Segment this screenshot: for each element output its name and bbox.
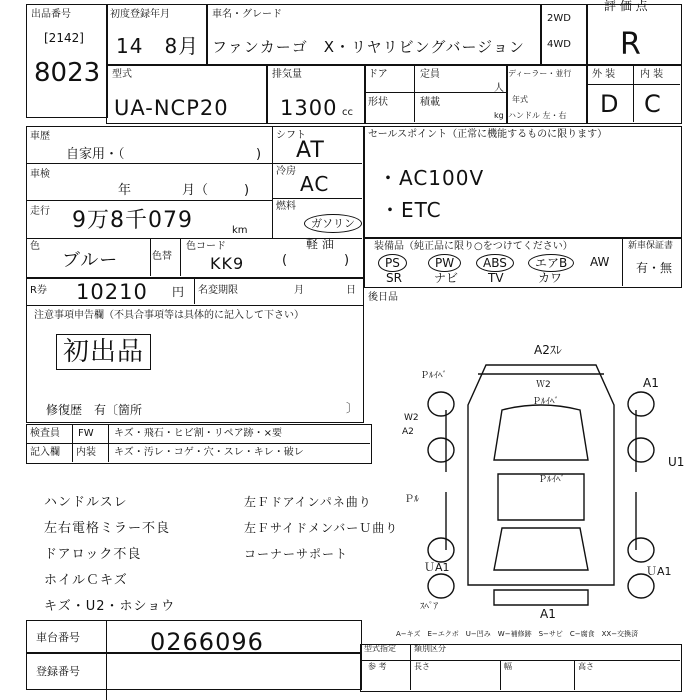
ac-value: AC	[300, 172, 330, 196]
interior-label: 内装	[76, 447, 96, 458]
note-left-1: ハンドルスレ	[44, 495, 128, 510]
fuel-light-oil: 軽 油	[306, 237, 334, 251]
reference-label: 参 考	[368, 662, 387, 671]
year-model-label: 年式	[512, 95, 528, 104]
eval-score: R	[620, 27, 642, 62]
color-code-value: KK9	[210, 254, 245, 273]
lot-number: 8023	[34, 58, 101, 88]
sales-point-2: ・ETC	[380, 198, 442, 222]
fuel-gasoline: ガソリン	[304, 214, 362, 233]
yen-unit: 円	[172, 285, 185, 299]
drive-2wd: 2WD	[547, 13, 571, 24]
displacement-label: 排気量	[272, 69, 302, 80]
lot-bracket: [2142]	[44, 31, 84, 45]
first-reg-value: 14 8月	[116, 34, 200, 58]
new-car-value: 有・無	[636, 261, 673, 275]
chassis-value: 0266096	[150, 628, 264, 656]
inspection-year-label: 年	[118, 183, 132, 198]
note-left-2: 左右電格ミラー不良	[44, 521, 171, 536]
month-unit: 月	[294, 285, 304, 296]
diagram-mark-5: A1	[643, 376, 659, 390]
fw-label: FW	[78, 428, 94, 439]
kg-unit: kg	[494, 111, 504, 120]
usage-value: 自家用・（	[66, 147, 125, 162]
diagram-mark-6: W2	[404, 413, 419, 423]
first-reg-label: 初度登録年月	[110, 9, 170, 20]
recycle-value: 10210	[76, 280, 148, 304]
category-label: 類別区分	[414, 644, 446, 653]
chassis-label: 車台番号	[36, 631, 80, 644]
diagram-mark-3: Ｗ2	[536, 380, 551, 390]
equip-aw: AW	[590, 255, 610, 269]
load-label: 積載	[420, 97, 440, 108]
size-box	[360, 644, 682, 692]
registration-label: 登録番号	[36, 665, 80, 678]
diagram-mark-9: U1	[668, 455, 685, 469]
height-label: 高さ	[578, 662, 594, 671]
car-name-label: 車名・グレード	[212, 9, 282, 20]
after-date-label: 後日品	[368, 292, 398, 303]
ext-grade: D	[600, 90, 620, 118]
door-label: ドア	[368, 69, 388, 80]
fuel-paren-close: )	[344, 253, 350, 268]
note-left-3: ドアロック不良	[44, 547, 142, 562]
diagram-mark-13: ｽﾍﾟｱ	[420, 602, 439, 612]
length-label: 長さ	[414, 662, 430, 671]
car-name-value: ファンカーゴ X・リヤリビングバージョン	[212, 38, 525, 56]
mileage-label: 走行	[30, 206, 50, 217]
note-right-2: 左ＦサイドメンバーＵ曲り	[244, 521, 399, 535]
diagram-mark-12: ＵA1	[646, 565, 672, 578]
repair-label: 修復歴 有〔箇所	[46, 403, 143, 417]
inspector-row1: キズ・飛石・ヒビ割・リペア跡・×要	[114, 428, 282, 439]
first-listing-stamp: 初出品	[56, 334, 151, 370]
color-label: 色	[30, 241, 40, 252]
fuel-paren-open: (	[282, 253, 288, 268]
recycle-label: R券	[30, 285, 47, 296]
day-unit: 日	[346, 285, 356, 296]
diagram-mark-10: Ｐﾙ	[404, 494, 419, 505]
entry-label: 記入欄	[30, 447, 60, 458]
note-left-4: ホイルＣキズ	[44, 573, 128, 588]
capacity-label: 定員	[420, 69, 440, 80]
handle-label: ハンドル 左・右	[508, 111, 567, 120]
inspection-label: 車検	[30, 169, 50, 180]
model-label: 型式	[112, 69, 132, 80]
inspection-close: )	[244, 183, 250, 198]
new-car-label: 新車保証書	[628, 241, 674, 251]
persons-unit: 人	[494, 83, 504, 94]
equip-abs: ABS	[476, 254, 514, 272]
drive-4wd: 4WD	[547, 39, 571, 50]
diagram-mark-4: Ｐﾙｲﾍﾞ	[532, 397, 560, 407]
equipment-label: 装備品（純正品に限り○をつけてください）	[374, 241, 573, 252]
shift-label: シフト	[276, 130, 306, 141]
dealer-label: ディーラー・並行	[508, 69, 572, 78]
color-swap-label: 色替	[152, 251, 172, 262]
diagram-legend: A−キズ E−エクボ U−凹み W−補修跡 S−サビ C−腐食 XX−交換済	[396, 630, 639, 638]
inspector-label: 検査員	[30, 428, 60, 439]
notes-label: 注意事項申告欄（不具合事項等は具体的に記入して下さい）	[34, 310, 304, 321]
equip-airbag: エアB	[528, 254, 574, 272]
sales-point-1: ・AC100V	[378, 166, 485, 190]
lot-label: 出品番号	[31, 9, 71, 20]
equip-leather: カワ	[538, 271, 563, 285]
ac-label: 冷房	[276, 166, 296, 177]
repair-close: 〕	[346, 401, 359, 415]
equip-ps: PS	[378, 254, 407, 272]
fuel-label: 燃料	[276, 201, 296, 212]
km-unit: km	[232, 225, 248, 236]
cc-unit: cc	[342, 107, 353, 118]
size-label: 型式指定	[364, 644, 396, 653]
displacement-value: 1300	[280, 96, 338, 120]
width-label: 幅	[504, 662, 512, 671]
usage-close: )	[256, 147, 262, 162]
color-value: ブルー	[62, 250, 119, 271]
title-expire-label: 名変期限	[198, 285, 238, 296]
int-grade: C	[644, 90, 662, 118]
ext-label: 外 装	[592, 69, 616, 80]
shape-label: 形状	[368, 97, 388, 108]
diagram-mark-8: Ｐﾙｲﾍﾞ	[538, 475, 566, 485]
note-right-3: コーナーサポート	[244, 547, 349, 561]
shift-value: AT	[296, 138, 325, 163]
sales-points-label: セールスポイント（正常に機能するものに限ります）	[368, 129, 608, 140]
int-label: 内 装	[640, 69, 664, 80]
equip-sr: SR	[386, 271, 402, 285]
eval-label: 評 価 点	[604, 0, 648, 13]
note-right-1: 左Ｆドアインパネ曲り	[244, 495, 372, 509]
diagram-mark-7: A2	[402, 427, 414, 437]
inspector-row2: キズ・汚レ・コゲ・穴・スレ・キレ・破レ	[114, 447, 304, 458]
note-left-5: キズ・U2・ホショウ	[44, 599, 176, 614]
history-label: 車歴	[30, 131, 50, 142]
color-code-label: 色コード	[186, 241, 226, 252]
diagram-mark-11: ＵA1	[424, 561, 450, 574]
mileage-value: 9万8千079	[72, 208, 193, 233]
model-value: UA-NCP20	[114, 96, 229, 120]
equip-pw: PW	[428, 254, 461, 272]
diagram-mark-1: A2ｽﾚ	[534, 343, 562, 357]
equip-tv: TV	[488, 271, 504, 285]
diagram-mark-14: A1	[540, 607, 556, 621]
inspection-month-label: 月（	[182, 183, 209, 198]
diagram-mark-2: Ｐﾙｲﾍﾞ	[420, 371, 448, 381]
equip-navi: ナビ	[434, 271, 459, 285]
